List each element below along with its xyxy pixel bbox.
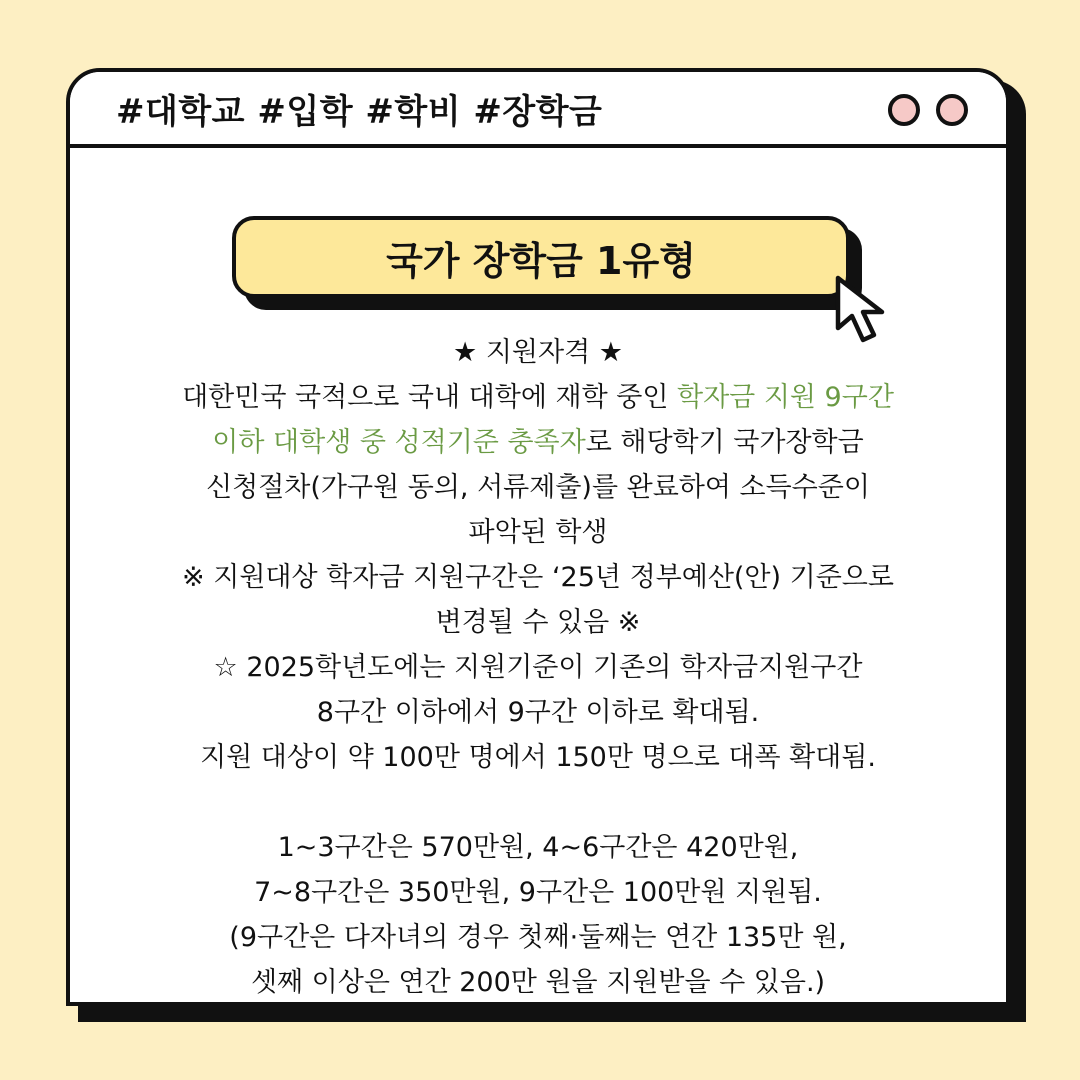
text-line: 파악된 학생 xyxy=(468,517,608,548)
amount-line: 1~3구간은 570만원, 4~6구간은 420만원, xyxy=(277,832,799,863)
hashtag-title: #대학교 #입학 #학비 #장학금 xyxy=(116,92,603,132)
amount-line: 7~8구간은 350만원, 9구간은 100만원 지원됨. xyxy=(254,877,822,908)
notice-line: ※ 지원대상 학자금 지원구간은 ‘25년 정부예산(안) 기준으로 xyxy=(182,562,894,593)
text-line: 신청절차(가구원 동의, 서류제출)를 완료하여 소득수준이 xyxy=(206,472,870,503)
title-bar xyxy=(70,72,1006,148)
eligibility-heading: ★ 지원자격 ★ xyxy=(453,337,623,368)
spacer xyxy=(90,780,986,825)
window-dot-icon[interactable] xyxy=(936,94,968,126)
highlight-text: 이하 대학생 중 성적기준 충족자 xyxy=(212,427,586,458)
text-line: 지원 대상이 약 100만 명에서 150만 명으로 대폭 확대됨. xyxy=(200,742,876,773)
text-line xyxy=(90,420,986,465)
text-line xyxy=(90,375,986,420)
text-segment: 로 해당학기 국가장학금 xyxy=(585,427,864,458)
text-segment: 대한민국 국적으로 국내 대학에 재학 중인 xyxy=(182,382,677,413)
amount-line: (9구간은 다자녀의 경우 첫째·둘째는 연간 135만 원, xyxy=(229,922,847,953)
notice-line: 변경될 수 있음 ※ xyxy=(435,607,641,638)
text-line: ☆ 2025학년도에는 지원기준이 기존의 학자금지원구간 xyxy=(213,652,863,683)
window xyxy=(66,68,1010,1006)
window-dot-icon[interactable] xyxy=(888,94,920,126)
title-badge[interactable]: 국가 장학금 1유형 xyxy=(232,216,850,298)
amount-line: 셋째 이상은 연간 200만 원을 지원받을 수 있음.) xyxy=(250,967,826,998)
highlight-text: 학자금 지원 9구간 xyxy=(676,382,894,413)
description-text xyxy=(90,330,986,1005)
text-line: 8구간 이하에서 9구간 이하로 확대됨. xyxy=(316,697,760,728)
